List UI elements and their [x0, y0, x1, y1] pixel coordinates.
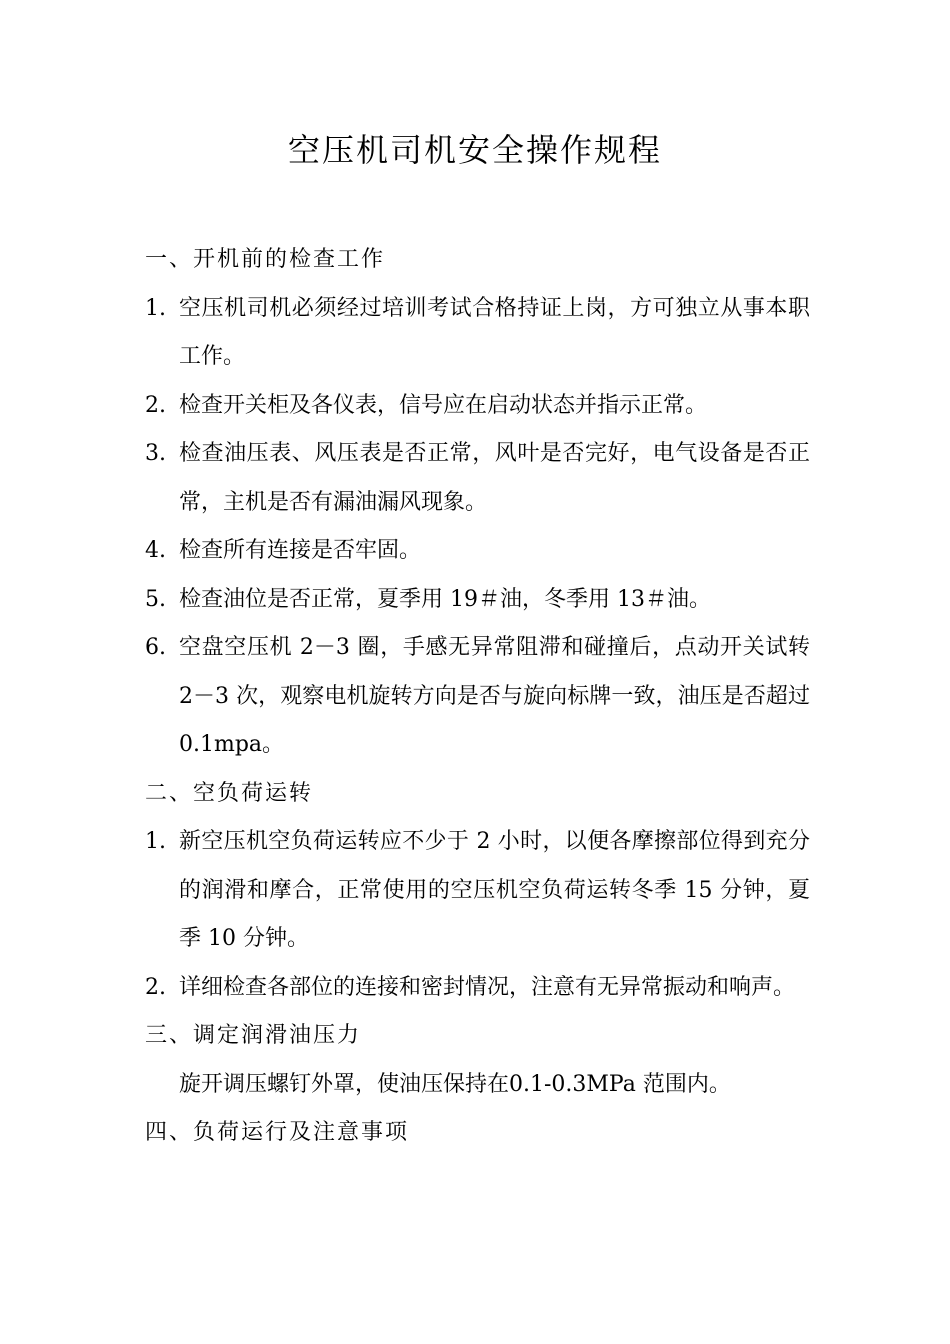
item-text: 新空压机空负荷运转应不少于 2 小时，以便各摩擦部位得到充分的润滑和摩合，正常使用的空压机空负荷运转冬季 15 分钟，夏季 10 分钟。	[179, 829, 810, 951]
list-item	[145, 430, 810, 527]
item-number: 3.	[145, 441, 166, 466]
item-text: 检查油压表、风压表是否正常，风叶是否完好，电气设备是否正常，主机是否有漏油漏风现象。	[179, 441, 810, 515]
list-item	[145, 624, 810, 770]
item-number: 2.	[145, 974, 166, 1000]
list-item	[145, 576, 810, 625]
item-number: 6.	[145, 635, 166, 660]
section-heading-2: 二、空负荷运转	[145, 780, 314, 806]
document-body	[145, 236, 810, 1158]
item-text: 详细检查各部位的连接和密封情况，注意有无异常振动和响声。	[179, 974, 796, 1000]
list-item	[145, 382, 810, 431]
section-heading-4: 四、负荷运行及注意事项	[145, 1120, 410, 1145]
section-paragraph: 旋开调压螺钉外罩，使油压保持在0.1-0.3MPa 范围内。	[179, 1071, 731, 1097]
item-text: 检查油位是否正常，夏季用 19＃油，冬季用 13＃油。	[179, 586, 711, 612]
item-number: 1.	[145, 829, 166, 854]
list-item	[145, 285, 810, 382]
item-number: 5.	[145, 586, 166, 612]
item-number: 4.	[145, 538, 166, 563]
item-text: 检查所有连接是否牢固。	[179, 538, 422, 563]
item-text: 空盘空压机 2－3 圈，手感无异常阻滞和碰撞后，点动开关试转 2－3 次，观察电机旋转方向是否与旋向标牌一致，油压是否超过 0.1mpa。	[179, 635, 810, 757]
item-number: 1.	[145, 295, 166, 321]
list-item	[145, 818, 810, 964]
section-heading-3: 三、调定润滑油压力	[145, 1023, 362, 1048]
list-item	[145, 964, 810, 1013]
item-text: 检查开关柜及各仪表，信号应在启动状态并指示正常。	[179, 392, 708, 418]
item-number: 2.	[145, 392, 166, 418]
item-text: 空压机司机必须经过培训考试合格持证上岗，方可独立从事本职工作。	[179, 295, 810, 369]
section-heading-1: 一、开机前的检查工作	[145, 247, 386, 272]
list-item	[145, 527, 810, 576]
document-title: 空压机司机安全操作规程	[287, 131, 662, 169]
